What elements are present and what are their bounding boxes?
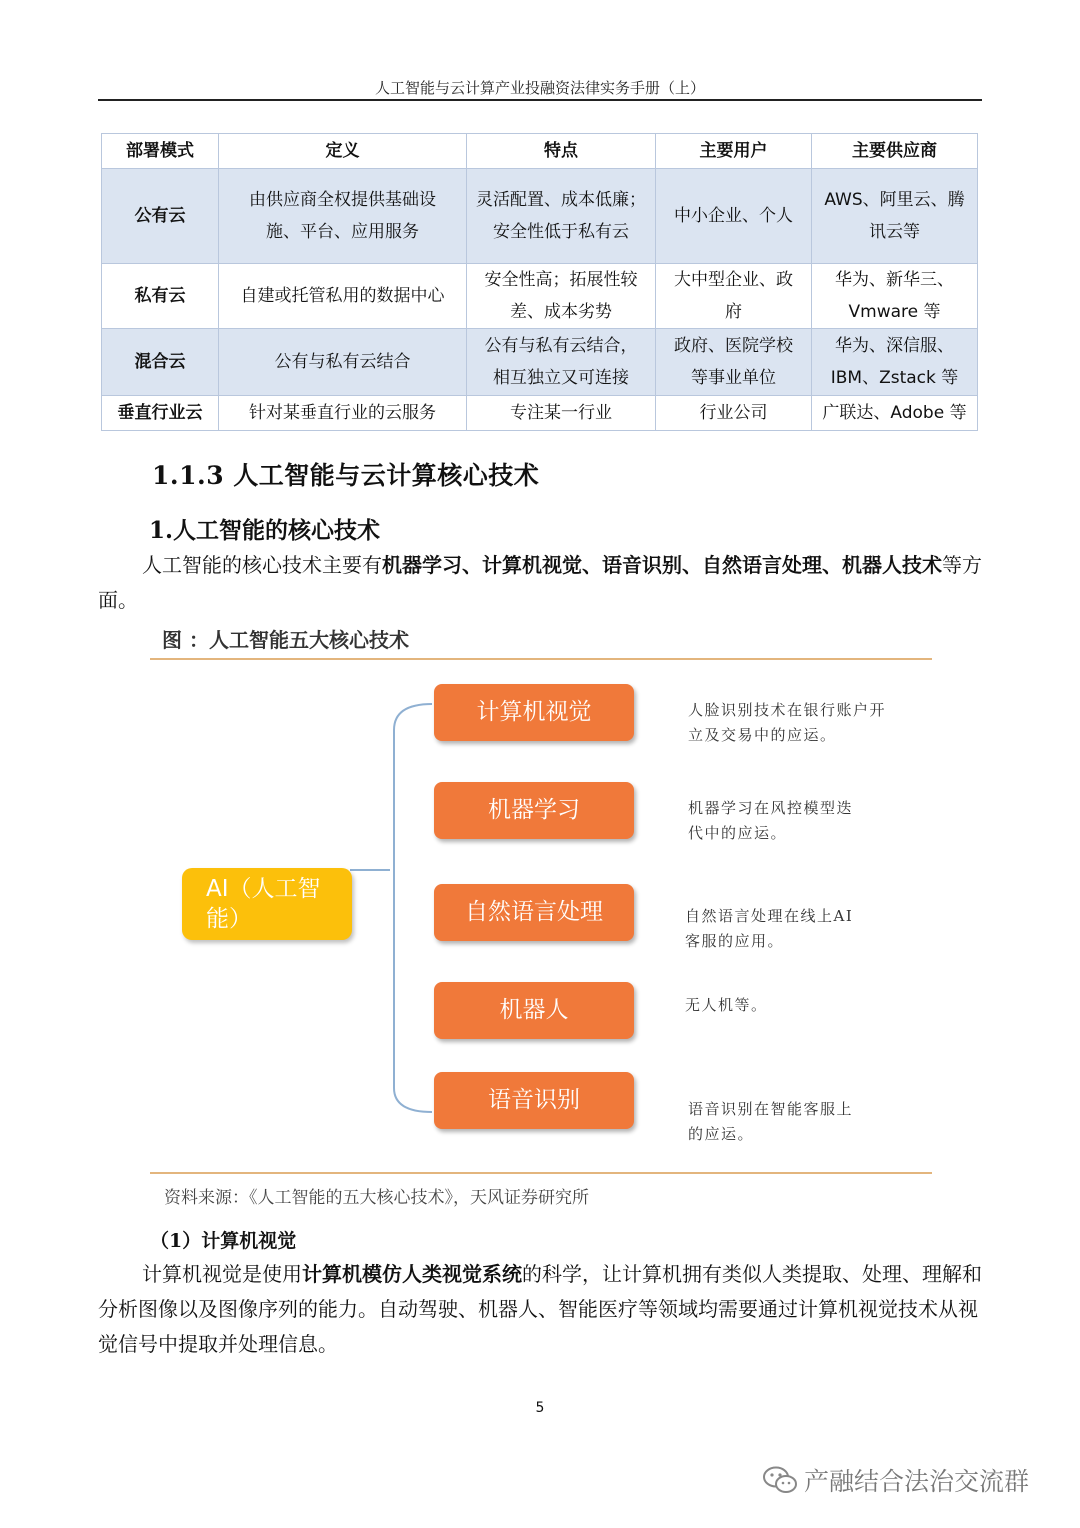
cell-features: 公有与私有云结合， 相互独立又可连接	[467, 329, 656, 396]
cell-users: 中小企业、个人	[656, 169, 812, 264]
cv-paragraph: 计算机视觉是使用计算机模仿人类视觉系统的科学，让计算机拥有类似人类提取、处理、理解和分析图像以及图像序列的能力。自动驾驶、机器人、智能医疗等领域均需要通过计算机视觉技术从视觉信号中提取并处理信息。	[98, 1262, 982, 1356]
branch-description: 无人机等。	[685, 996, 768, 1014]
col-header-mode: 部署模式	[102, 134, 219, 169]
col-header-users: 主要用户	[656, 134, 812, 169]
cell-mode: 公有云	[102, 169, 219, 264]
col-header-vendors: 主要供应商	[812, 134, 978, 169]
cell-features: 安全性高；拓展性较 差、成本劣势	[467, 264, 656, 329]
col-header-features: 特点	[467, 134, 656, 169]
wechat-icon	[762, 1465, 798, 1501]
table-row	[102, 169, 978, 264]
running-header: 人工智能与云计算产业投融资法律实务手册（上）	[374, 79, 705, 97]
cell-users: 政府、医院学校 等事业单位	[656, 329, 812, 396]
table-row	[102, 329, 978, 396]
cell-vendors: 华为、新华三、 Vmware 等	[812, 264, 978, 329]
subsection-heading: 1.人工智能的核心技术	[149, 517, 381, 544]
cell-mode: 混合云	[102, 329, 219, 396]
branch-description: 机器学习在风控模型迭 代中的应运。	[688, 799, 854, 842]
cell-mode: 私有云	[102, 264, 219, 329]
figure-title: 图 ：人工智能五大核心技术	[162, 628, 409, 652]
branch-node-computer-vision: 计算机视觉	[434, 684, 634, 741]
branch-node-robotics: 机器人	[434, 982, 634, 1039]
cell-definition: 公有与私有云结合	[219, 329, 467, 396]
watermark	[762, 1462, 1029, 1501]
cell-definition: 针对某垂直行业的云服务	[219, 396, 467, 431]
branch-node-machine-learning: 机器学习	[434, 782, 634, 839]
branch-description: 语音识别在智能客服上 的应运。	[688, 1100, 854, 1143]
cell-users: 行业公司	[656, 396, 812, 431]
ai-root-node: AI（人工智 能）	[182, 868, 352, 940]
cell-mode: 垂直行业云	[102, 396, 219, 431]
table-row	[102, 264, 978, 329]
cell-vendors: AWS、阿里云、腾 讯云等	[812, 169, 978, 264]
tree-connector	[350, 690, 440, 1120]
cell-vendors: 广联达、Adobe 等	[812, 396, 978, 431]
section-heading: 1.1.3 人工智能与云计算核心技术	[152, 461, 540, 490]
cell-definition: 由供应商全权提供基础设 施、平台、应用服务	[219, 169, 467, 264]
figure-top-rule	[150, 658, 932, 660]
page-number: 5	[535, 1400, 545, 1416]
branch-description: 人脸识别技术在银行账户开 立及交易中的应运。	[688, 701, 887, 744]
figure-bottom-rule	[150, 1172, 932, 1174]
figure-source: 资料来源：《人工智能的五大核心技术》，天风证券研究所	[164, 1188, 589, 1208]
branch-description: 自然语言处理在线上AI 客服的应用。	[685, 907, 854, 950]
cell-features: 专注某一行业	[467, 396, 656, 431]
watermark-text: 产融结合法治交流群	[804, 1467, 1030, 1496]
cell-definition: 自建或托管私用的数据中心	[219, 264, 467, 329]
branch-node-speech-recognition: 语音识别	[434, 1072, 634, 1129]
branch-node-nlp: 自然语言处理	[434, 884, 634, 941]
cell-vendors: 华为、深信服、 IBM、Zstack 等	[812, 329, 978, 396]
cell-users: 大中型企业、政 府	[656, 264, 812, 329]
header-rule	[98, 99, 982, 101]
table-row	[102, 396, 978, 431]
cv-heading: （1）计算机视觉	[150, 1230, 297, 1252]
col-header-definition: 定义	[219, 134, 467, 169]
table-header-row	[102, 134, 978, 169]
deployment-table	[101, 133, 978, 431]
intro-paragraph: 人工智能的核心技术主要有机器学习、计算机视觉、语音识别、自然语言处理、机器人技术等方面。	[98, 553, 982, 612]
cell-features: 灵活配置、成本低廉； 安全性低于私有云	[467, 169, 656, 264]
